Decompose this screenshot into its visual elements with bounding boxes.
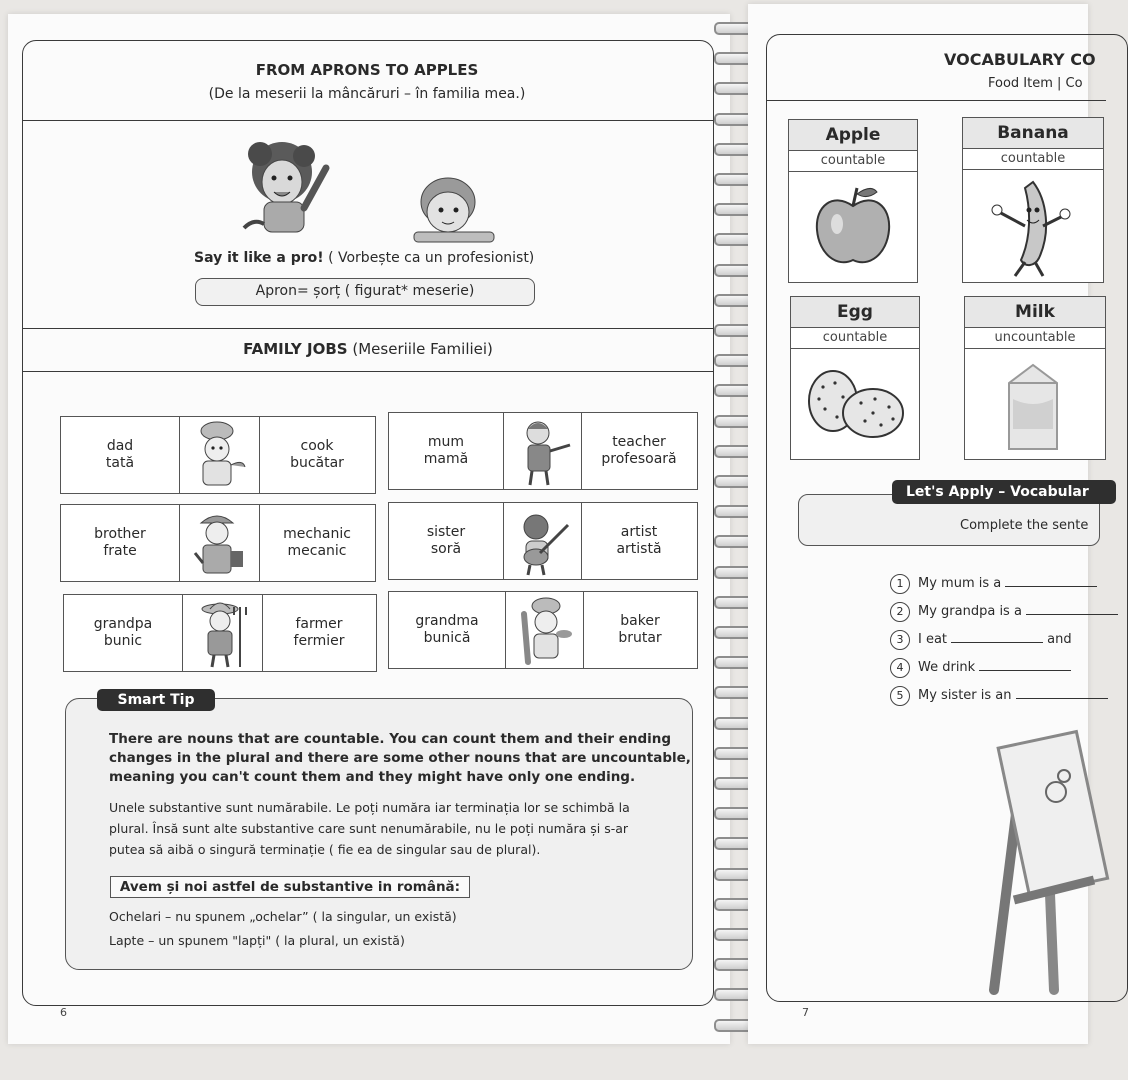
job-name-ro: bucătar xyxy=(290,455,344,471)
family-member-ro: frate xyxy=(103,543,137,559)
job-name: cook xyxy=(300,438,334,454)
banana-icon xyxy=(985,176,1075,280)
apple-icon xyxy=(813,184,893,270)
sentence-tail: and xyxy=(1047,632,1072,647)
sentence-text: We drink xyxy=(918,660,976,675)
family-member: sister xyxy=(426,524,466,540)
food-card-apple xyxy=(788,119,918,283)
tip-ro-line: Unele substantive sunt numărabile. Le poți număra iar terminația lor se schimbă la xyxy=(109,800,630,815)
job-name: teacher xyxy=(612,434,666,450)
divider xyxy=(766,100,1106,101)
say-it-translation: ( Vorbește ca un profesionist) xyxy=(328,250,535,266)
kids-illustration xyxy=(234,138,514,248)
family-member-cell xyxy=(64,595,182,671)
divider xyxy=(22,371,714,372)
left-page xyxy=(8,14,730,1044)
sentence xyxy=(918,660,1071,675)
family-member: mum xyxy=(427,434,465,450)
sentence-text: My sister is an xyxy=(918,688,1012,703)
family-member: grandma xyxy=(415,613,479,629)
food-type: countable xyxy=(789,151,917,172)
job-cell xyxy=(583,592,697,668)
family-member: brother xyxy=(94,526,146,542)
family-member-cell xyxy=(389,592,505,668)
right-page xyxy=(748,4,1096,1044)
job-name-ro: mecanic xyxy=(287,543,347,559)
family-member-ro: tată xyxy=(105,455,135,471)
family-member: grandpa xyxy=(93,616,153,632)
tip-ro-line: plural. Însă sunt alte substantive care sunt nenumărabile, nu le poți număra și s-ar xyxy=(109,821,629,836)
family-jobs-heading xyxy=(22,340,714,358)
job-cell xyxy=(262,595,376,671)
family-jobs-title-ro: (Meseriile Familiei) xyxy=(352,340,493,358)
food-type: uncountable xyxy=(965,328,1105,349)
vocabulary-subtitle: Food Item | Co xyxy=(988,76,1083,91)
sentence-number: 5 xyxy=(890,686,910,706)
smart-tip-tag: Smart Tip xyxy=(97,689,215,711)
food-name: Banana xyxy=(963,118,1103,149)
job-name: farmer xyxy=(295,616,343,632)
food-name: Apple xyxy=(789,120,917,151)
sentence-text: I eat xyxy=(918,632,948,647)
divider xyxy=(22,328,714,329)
family-member-ro: soră xyxy=(430,541,462,557)
answer-blank[interactable] xyxy=(1026,604,1118,615)
family-member: dad xyxy=(106,438,134,454)
say-it-label: Say it like a pro! xyxy=(194,250,324,266)
sentence xyxy=(918,604,1118,619)
food-type: countable xyxy=(791,328,919,349)
family-job-row xyxy=(60,504,376,582)
family-job-row xyxy=(388,591,698,669)
job-cell xyxy=(581,413,697,489)
food-name: Egg xyxy=(791,297,919,328)
vocabulary-title: VOCABULARY CO xyxy=(944,50,1096,69)
teacher-icon xyxy=(510,415,574,487)
page-number: 7 xyxy=(802,1006,809,1019)
sentence-number: 2 xyxy=(890,602,910,622)
apply-instruction: Complete the sente xyxy=(960,518,1089,533)
job-name-ro: profesoară xyxy=(601,451,677,467)
family-job-row xyxy=(60,416,376,494)
mechanic-icon xyxy=(187,507,251,579)
sentence-number: 4 xyxy=(890,658,910,678)
job-name-ro: fermier xyxy=(293,633,345,649)
sentence xyxy=(918,576,1097,591)
family-job-row xyxy=(388,412,698,490)
sentence-number: 1 xyxy=(890,574,910,594)
page-subtitle: (De la meserii la mâncăruri – în familia mea.) xyxy=(208,86,526,102)
answer-blank[interactable] xyxy=(1005,576,1097,587)
answer-blank[interactable] xyxy=(979,660,1071,671)
cook-icon xyxy=(187,419,251,491)
tip-en-line: changes in the plural and there are some other nouns that are uncountable, xyxy=(109,750,691,766)
job-name: artist xyxy=(620,524,658,540)
job-cell xyxy=(581,503,697,579)
tip-en-line: There are nouns that are countable. You can count them and their ending xyxy=(109,731,672,747)
food-type: countable xyxy=(963,149,1103,170)
sentence-number: 3 xyxy=(890,630,910,650)
family-job-row xyxy=(63,594,377,672)
family-member-ro: bunică xyxy=(423,630,471,646)
food-card-banana xyxy=(962,117,1104,283)
job-cell xyxy=(259,417,375,493)
boy-icon xyxy=(414,178,494,242)
answer-blank[interactable] xyxy=(951,632,1043,643)
family-member-cell xyxy=(61,505,179,581)
family-member-cell xyxy=(61,417,179,493)
say-it-line xyxy=(194,250,534,266)
romanian-nouns-label: Avem și noi astfel de substantive in română: xyxy=(110,876,470,898)
sentence xyxy=(918,632,1072,647)
sentence-text: My grandpa is a xyxy=(918,604,1022,619)
sentence xyxy=(918,688,1108,703)
baker-icon xyxy=(512,594,576,666)
job-name-ro: artistă xyxy=(616,541,662,557)
farmer-icon xyxy=(190,597,254,669)
food-card-milk xyxy=(964,296,1106,460)
page-title: FROM APRONS TO APPLES xyxy=(255,61,479,79)
girl-icon xyxy=(244,142,326,232)
easel-icon xyxy=(984,730,1094,1000)
job-cell xyxy=(259,505,375,581)
job-name: mechanic xyxy=(283,526,351,542)
example-line: Lapte – un spunem "lapți" ( la plural, un există) xyxy=(109,933,405,948)
page-number: 6 xyxy=(60,1006,67,1019)
family-jobs-title: FAMILY JOBS xyxy=(243,340,348,358)
divider xyxy=(22,120,714,121)
family-member-ro: mamă xyxy=(423,451,469,467)
tip-en-line: meaning you can't count them and they might have only one ending. xyxy=(109,769,636,785)
family-member-cell xyxy=(389,413,503,489)
food-card-egg xyxy=(790,296,920,460)
tip-ro-line: putea să aibă o singură terminație ( fie ea de singular sau de plural). xyxy=(109,842,541,857)
lets-apply-tag: Let's Apply – Vocabular xyxy=(892,480,1116,504)
artist-icon xyxy=(510,505,574,577)
sentence-text: My mum is a xyxy=(918,576,1002,591)
job-name-ro: brutar xyxy=(618,630,662,646)
family-member-cell xyxy=(389,503,503,579)
family-job-row xyxy=(388,502,698,580)
food-name: Milk xyxy=(965,297,1105,328)
example-line: Ochelari – nu spunem „ochelar” ( la singular, un există) xyxy=(109,909,457,924)
milk-carton-icon xyxy=(1003,359,1063,451)
egg-icon xyxy=(805,365,909,441)
phrase-pill: Apron= șorț ( figurat* meserie) xyxy=(195,278,535,306)
job-name: baker xyxy=(620,613,660,629)
answer-blank[interactable] xyxy=(1016,688,1108,699)
family-member-ro: bunic xyxy=(103,633,143,649)
